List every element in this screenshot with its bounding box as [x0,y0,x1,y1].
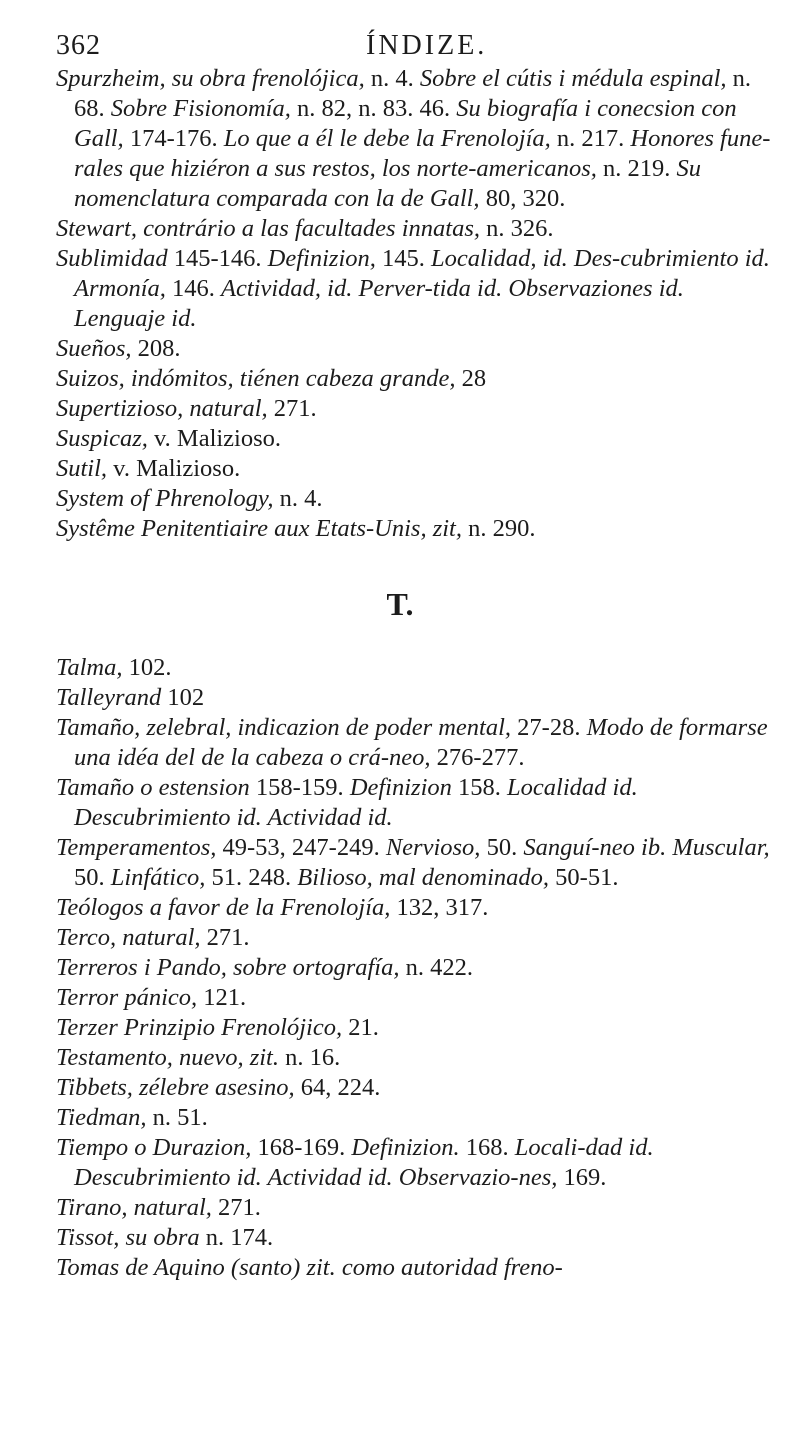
entry-reference: 102 [167,684,205,711]
entry-reference: 28 [461,365,487,392]
entry-reference: 158-159. [255,774,350,801]
entry-term-italic: Spurzheim, su obra frenolójica, [56,65,371,92]
entry-term-italic: Tiempo o Durazion, [56,1134,258,1161]
entry-term-italic: Terror pánico, [56,984,204,1011]
entry-term-italic: Definizion [349,774,459,801]
entry-reference: 168. [465,1134,515,1161]
entry-term-italic: Definizion, [267,245,383,272]
index-entry [56,983,776,1013]
entry-reference: 50. [74,864,111,891]
entry-reference: 64, 224. [300,1074,381,1101]
entry-term-italic: Su nomenclatura comparada con la de Gall, [74,155,701,212]
entry-term-italic: Testamento, nuevo, zit. [56,1044,286,1071]
entry-term-italic: Talleyrand [56,684,168,711]
entry-term-italic: Definizion. [351,1134,466,1161]
entry-term-italic: Sobre Fisionomía, [110,95,297,122]
index-entry [56,923,776,953]
index-entry [56,653,776,683]
entry-reference: 27-28. [517,714,587,741]
entry-reference: n. 51. [152,1104,208,1131]
entry-reference: 208. [137,335,181,362]
entry-term-italic: Sobre el cútis i médula espinal, [419,65,733,92]
entry-term-italic: Terzer Prinzipio Frenolójico, [56,1014,349,1041]
index-entry [56,514,776,544]
index-entry [56,683,776,713]
entry-term-italic: Tissot, su obra [56,1224,206,1251]
index-entry [56,1193,776,1223]
index-entry [56,394,776,424]
index-entry [56,893,776,923]
index-entry [56,364,776,394]
index-entry [56,1103,776,1133]
entry-reference: 146. [172,275,221,302]
entry-term-italic: Su biografía i conecsion con Gall, [74,95,737,152]
entry-reference: 50. [486,834,524,861]
entry-term-italic: Tomas de Aquino (santo) zit. como autoridad freno- [56,1254,563,1281]
entry-term-italic: Sueños, [56,335,138,362]
index-entry [56,424,776,454]
entry-term-italic: Lo que a él le debe la Frenolojía, [223,125,557,152]
running-head: ÍNDIZE. [366,30,488,61]
entry-reference: n. 326. [486,215,554,242]
index-entry [56,64,776,214]
entry-term-italic: Nervioso, [385,834,487,861]
index-entry [56,833,776,893]
entry-reference: 271. [206,924,250,951]
entry-term-italic: Temperamentos, [56,834,223,861]
entry-reference: 276-277. [436,744,525,771]
entry-term-italic: Bilioso, mal denominado, [297,864,556,891]
entry-reference: 102. [128,654,172,681]
section-letter-heading: T. [386,586,414,622]
entry-term-italic: Stewart, contrário a las facultades innatas, [56,215,487,242]
index-entry [56,713,776,773]
entry-reference: n. 16. [285,1044,341,1071]
index-section-s [56,64,776,544]
entry-reference: 21. [348,1014,379,1041]
entry-term-italic: Suizos, indómitos, tiénen cabeza grande, [56,365,462,392]
entry-reference: 169. [563,1164,607,1191]
entry-reference: 132, 317. [396,894,489,921]
entry-term-italic: Terreros i Pando, sobre ortografía, [56,954,406,981]
index-entry [56,1223,776,1253]
entry-term-italic: Supertizioso, natural, [56,395,274,422]
entry-reference: 49-53, 247-249. [222,834,386,861]
entry-term-italic: Honores fune-rales que hiziéron a sus restos, los norte-americanos, [74,125,771,182]
entry-reference: n. 422. [405,954,473,981]
entry-reference: 271. [273,395,317,422]
entry-term-italic: Tibbets, zélebre asesino, [56,1074,301,1101]
entry-reference: 158. [458,774,508,801]
entry-term-italic: Teólogos a favor de la Frenolojía, [56,894,397,921]
entry-term-italic: Sanguí-neo ib. Muscular, [523,834,770,861]
entry-term-italic: Suspicaz, [56,425,154,452]
entry-reference: n. 68. [74,65,752,122]
entry-reference: n. 174. [205,1224,274,1251]
entry-term-italic: Terco, natural, [56,924,207,951]
index-entry [56,953,776,983]
entry-term-italic: Tamaño o estension [56,774,256,801]
entry-term-italic: Actividad, id. Perver-tida id. Observaziones id. Lenguaje id. [74,275,684,332]
entry-term-italic: Sutil, [56,455,114,482]
entry-reference: n. 82, n. 83. 46. [297,95,457,122]
entry-reference: n. 219. [603,155,677,182]
index-entry [56,1013,776,1043]
entry-reference: 145. [382,245,432,272]
entry-reference: n. 290. [468,515,536,542]
index-entry [56,334,776,364]
index-entry [56,454,776,484]
entry-term-italic: Locali-dad id. Descubrimiento id. Actividad id. Observazio-nes, [74,1134,654,1191]
index-entry [56,1073,776,1103]
entry-reference: v. Malizioso. [113,455,241,482]
entry-term-italic: Tamaño, zelebral, indicazion de poder mental, [56,714,518,741]
entry-reference: 168-169. [257,1134,352,1161]
index-entry [56,773,776,833]
entry-term-italic: Sublimidad [56,245,174,272]
entry-reference: n. 217. [556,125,631,152]
entry-reference: 145-146. [173,245,268,272]
entry-reference: 51. 248. [211,864,298,891]
index-entry [56,1133,776,1193]
index-entry [56,244,776,334]
index-entry [56,1253,776,1283]
entry-reference: 271. [218,1194,261,1221]
entry-term-italic: Tirano, natural, [56,1194,219,1221]
entry-term-italic: Localidad, id. Des-cubrimiento id. Armonía, [74,245,770,302]
index-entry [56,1043,776,1073]
entry-reference: n. 4. [370,65,420,92]
index-section-t [56,653,776,1283]
entry-term-italic: Localidad id. Descubrimiento id. Actividad id. [74,774,638,831]
entry-reference: 121. [203,984,247,1011]
entry-reference: 50-51. [555,864,619,891]
entry-term-italic: Talma, [56,654,129,681]
entry-term-italic: System of Phrenology, [56,485,280,512]
page-number: 362 [56,30,101,61]
index-entry [56,214,776,244]
entry-term-italic: Modo de formarse una idéa del de la cabeza o crá-neo, [74,714,768,771]
entry-reference: n. 4. [279,485,323,512]
index-entry [56,484,776,514]
entry-reference: 174-176. [129,125,224,152]
entry-term-italic: Tiedman, [56,1104,153,1131]
entry-term-italic: Systême Penitentiaire aux Etats-Unis, zit, [56,515,469,542]
entry-reference: v. Malizioso. [154,425,282,452]
entry-term-italic: Linfático, [110,864,212,891]
entry-reference: 80, 320. [485,185,566,212]
